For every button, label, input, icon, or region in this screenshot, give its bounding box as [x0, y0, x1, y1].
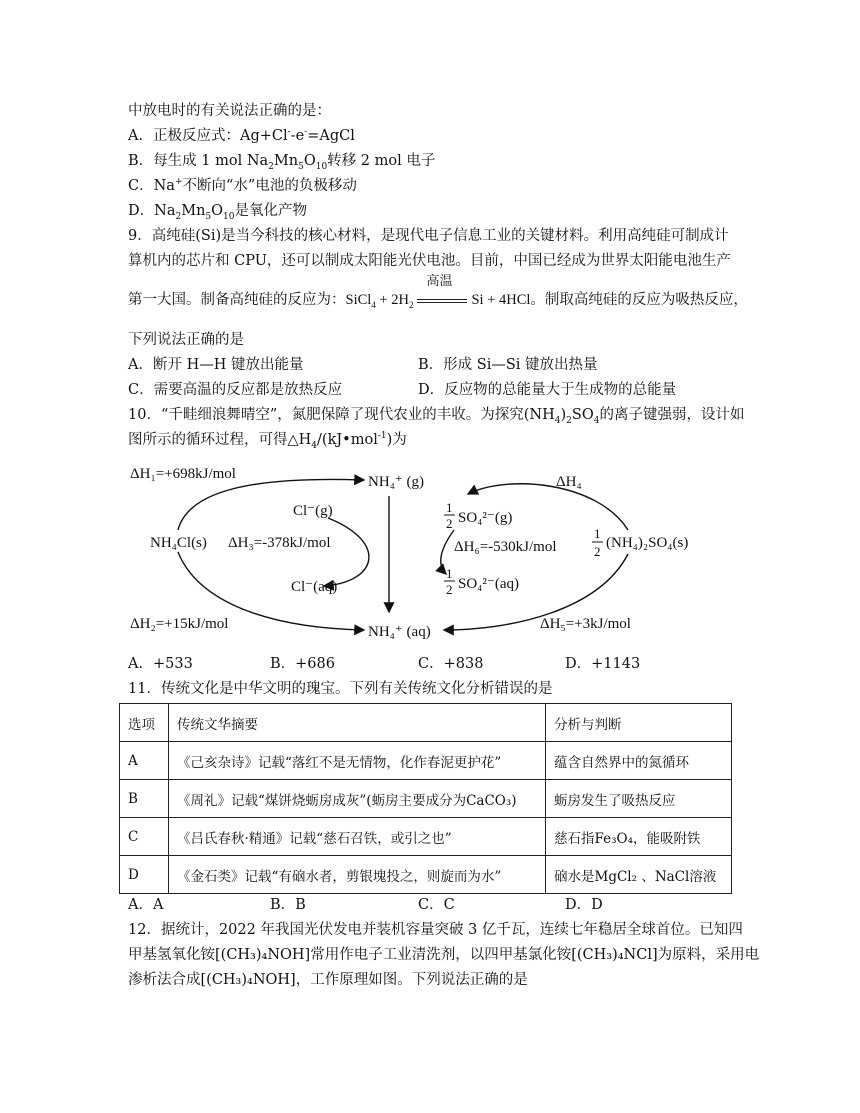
- equation-arrow: [413, 274, 471, 310]
- q10-option-a: A．+533: [128, 656, 193, 672]
- label-salt-num: 1: [594, 526, 601, 541]
- q9-option-d: D．反应物的总能量大于生成物的总能量: [418, 382, 677, 398]
- table-header-row: [120, 704, 732, 742]
- label-dh2: ΔH₂=+15kJ/mol: [130, 616, 229, 632]
- table-cell: 《周礼》记载“煤饼烧蛎房成灰”(蛎房主要成分为CaCO₃): [169, 780, 546, 818]
- table-cell: D: [120, 856, 169, 894]
- q12-line3: 渗析法合成[(CH₃)₄NOH]，工作原理如图。下列说法正确的是: [128, 972, 528, 988]
- q9-line3: 第一大国。制备高纯硅的反应为：SiCl$_4$ + $2H_2$ 高温 Si + 4HCl。制取高纯硅的反应为吸热反应，: [128, 274, 748, 310]
- label-dh1: ΔH₁=+698kJ/mol: [130, 466, 236, 482]
- q9-line4: 下列说法正确的是: [128, 332, 244, 348]
- q8-option-d: D．$Na_2Mn_5O_{10}$是氧化产物: [128, 203, 307, 222]
- q9-option-b: B．形成 Si—Si 键放出热量: [418, 357, 598, 373]
- q10-line2: 图所示的循环过程，可得$\triangle H_4/(kJ•mol^{-1})$为: [128, 431, 407, 451]
- label-claq: Cl⁻(aq): [291, 579, 338, 595]
- label-clg: Cl⁻(g): [293, 503, 333, 519]
- q8-stem: 中放电时的有关说法正确的是：: [128, 103, 331, 119]
- label-salt-den: 2: [594, 544, 601, 559]
- table-cell: 《吕氏春秋·精通》记载“慈石召铁，或引之也”: [169, 818, 546, 856]
- label-so4aq-den: 2: [446, 582, 453, 597]
- table-cell: 《金石类》记载“有硇水者，剪银塊投之，则旋而为水”: [169, 856, 546, 894]
- label-dh4: ΔH₄: [556, 474, 582, 490]
- table-row: [120, 856, 732, 894]
- q12-line1: 12．据统计，2022 年我国光伏发电并装机容量突破 3 亿千瓦，连续七年稳居全球首位。已知四: [128, 922, 743, 938]
- label-dh6: ΔH₆=-530kJ/mol: [454, 539, 557, 555]
- table-row: [120, 818, 732, 856]
- arrow-dh1: [178, 479, 364, 530]
- thermochemical-cycle-diagram: [128, 462, 689, 644]
- label-dh3: ΔH₃=-378kJ/mol: [228, 535, 331, 551]
- label-so4aq-num: 1: [446, 566, 453, 581]
- label-so4aq: SO₄²⁻(aq): [458, 576, 519, 592]
- q11-stem: 11．传统文化是中华文明的瑰宝。下列有关传统文化分析错误的是: [128, 681, 553, 697]
- equation-condition: 高温: [426, 274, 453, 289]
- label-salt: (NH₄)₂SO₄(s): [606, 535, 689, 551]
- q9-option-c: C．需要高温的反应都是放热反应: [128, 382, 343, 398]
- q11-option-b: B．B: [270, 897, 306, 913]
- q8-option-a: A．正极反应式：Ag+Cl--e-=AgCl: [128, 127, 355, 144]
- table-row: [120, 780, 732, 818]
- label-so4g-den: 2: [446, 516, 453, 531]
- q11-option-c: C．C: [418, 897, 455, 913]
- arrow-dh3: [324, 518, 369, 586]
- equation-reactants: SiCl$_4$ + $2H_2$: [345, 292, 414, 310]
- table-cell: B: [120, 780, 169, 818]
- label-so4g-num: 1: [446, 500, 453, 515]
- table-cell: C: [120, 818, 169, 856]
- table-cell: A: [120, 742, 169, 780]
- q10-line1: 10．“千畦细浪舞晴空”，氮肥保障了现代农业的丰收。为探究$(NH_4)_2SO_4$的离子键强弱，设计如: [128, 407, 745, 426]
- equation-products: Si + 4HCl: [471, 292, 531, 308]
- table-cell: 硇水是MgCl₂ 、NaCl溶液: [546, 856, 732, 894]
- label-dh5: ΔH₅=+3kJ/mol: [540, 616, 631, 632]
- q9-line2: 算机内的芯片和 CPU，还可以制成太阳能光伏电池。目前，中国已经成为世界太阳能电池生产: [128, 253, 731, 269]
- table-cell: 蛎房发生了吸热反应: [546, 780, 732, 818]
- q10-option-c: C．+838: [418, 656, 484, 672]
- q9-option-a: A．断开 H—H 键放出能量: [128, 357, 304, 373]
- q8-option-c: C．Na+不断向“水”电池的负极移动: [128, 177, 357, 194]
- q12-line2: 甲基氢氧化铵[(CH₃)₄NOH]常用作电子工业清洗剂，以四甲基氯化铵[(CH₃)₄NCl]为原料，采用电: [128, 947, 760, 963]
- q10-option-b: B．+686: [270, 656, 335, 672]
- label-nh4aq: NH₄⁺ (aq): [368, 624, 431, 640]
- label-so4g: SO₄²⁻(g): [458, 510, 513, 526]
- label-nh4g: NH₄⁺ (g): [368, 474, 425, 490]
- table-row: [120, 742, 732, 780]
- label-nh4cl: NH₄Cl(s): [150, 535, 207, 551]
- q9-line1: 9．高纯硅(Si)是当今科技的核心材料，是现代电子信息工业的关键材料。利用高纯硅可制成计: [128, 228, 729, 244]
- q11-table: [119, 703, 732, 894]
- table-header: 传统文华摘要: [169, 704, 546, 742]
- q11-option-a: A．A: [128, 897, 164, 913]
- q8-option-b: B．每生成 1 mol $Na_2Mn_5O_{10}$转移 2 mol 电子: [128, 153, 436, 172]
- q11-option-d: D．D: [565, 897, 603, 913]
- q10-option-d: D．+1143: [565, 656, 641, 672]
- table-header: 选项: [120, 704, 169, 742]
- table-cell: 《己亥杂诗》记载“落红不是无情物，化作春泥更护花”: [169, 742, 546, 780]
- table-cell: 慈石指Fe₃O₄，能吸附铁: [546, 818, 732, 856]
- table-header: 分析与判断: [546, 704, 732, 742]
- table-cell: 蕴含自然界中的氮循环: [546, 742, 732, 780]
